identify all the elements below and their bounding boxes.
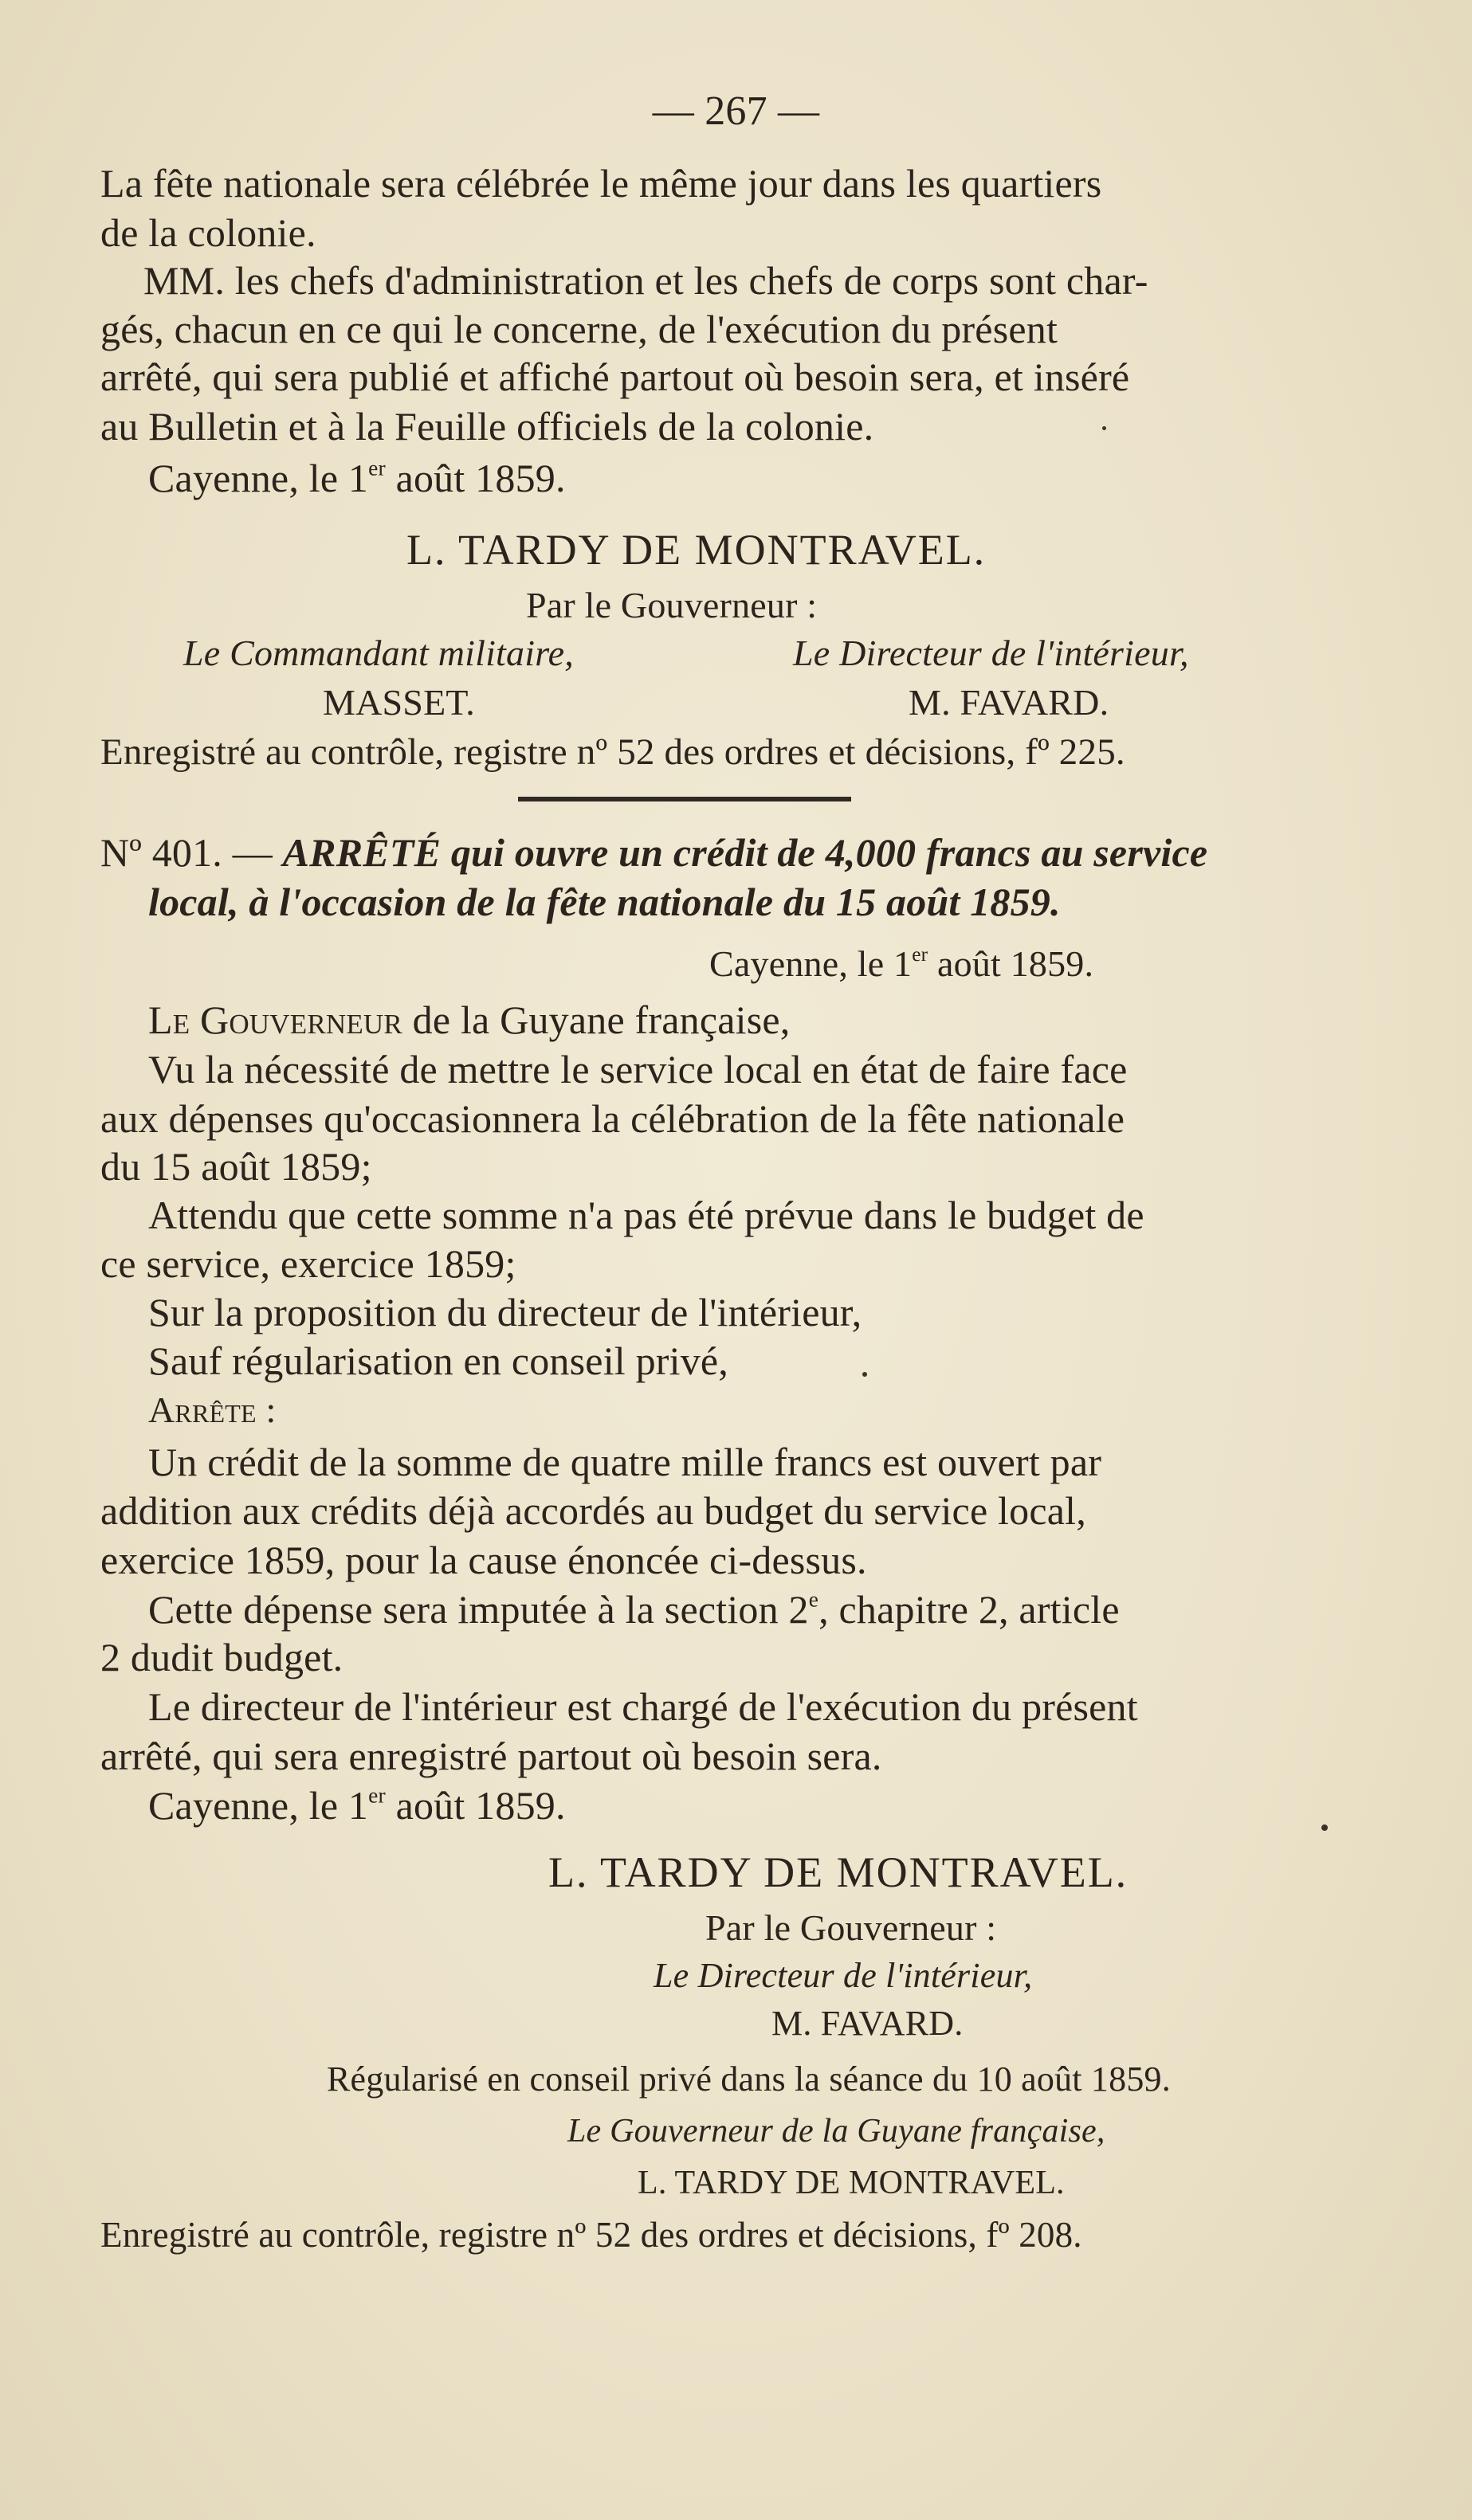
page-number: — 267 — <box>652 88 820 134</box>
by-governor: Par le Gouverneur : <box>705 1907 997 1948</box>
date-line <box>148 1781 566 1829</box>
text-line: Le directeur de l'intérieur est chargé de l'exécution du présent <box>148 1684 1138 1729</box>
ink-speck <box>862 1372 867 1377</box>
intro-line <box>148 996 790 1044</box>
text-line: Un crédit de la somme de quatre mille francs est ouvert par <box>148 1440 1102 1484</box>
act-title-line2: local, à l'occasion de la fête nationale du 15 août 1859. <box>148 880 1061 924</box>
ink-speck <box>1102 426 1106 430</box>
text-line: ce service, exercice 1859; <box>100 1241 516 1286</box>
date-superscript: er <box>368 1782 386 1808</box>
text-line: 2 dudit budget. <box>100 1635 343 1679</box>
date-prefix: Cayenne, le 1 <box>148 456 369 500</box>
text-line: du 15 août 1859; <box>100 1144 372 1189</box>
signatory: L. TARDY DE MONTRAVEL. <box>548 1848 1129 1896</box>
registration: Enregistré au contrôle, registre nº 52 des ordres et décisions, fº 208. <box>100 2215 1082 2255</box>
regularised-note: Régularisé en conseil privé dans la séance du 10 août 1859. <box>327 2060 1171 2099</box>
left-role: Le Commandant militaire, <box>183 633 574 673</box>
text-line: Vu la nécessité de mettre le service local en état de faire face <box>148 1047 1128 1091</box>
date-line <box>148 454 566 502</box>
date-prefix: Cayenne, le 1 <box>148 1783 369 1828</box>
text-line: arrêté, qui sera enregistré partout où besoin sera. <box>100 1734 882 1778</box>
date-suffix: août 1859. <box>385 456 566 500</box>
text-line: Sauf régularisation en conseil privé, <box>148 1338 729 1383</box>
text-line <box>148 1585 1120 1633</box>
text-line: Attendu que cette somme n'a pas été prévue dans le budget de <box>148 1193 1144 1237</box>
text-line: gés, chacun en ce qui le concerne, de l'exécution du présent <box>100 307 1058 351</box>
act-title: ARRÊTÉ qui ouvre un crédit de 4,000 francs au service <box>282 830 1208 875</box>
left-name: MASSET. <box>323 682 475 723</box>
text-line: Sur la proposition du directeur de l'intérieur, <box>148 1290 862 1334</box>
governor-role: Le Gouverneur de la Guyane française, <box>567 2113 1105 2150</box>
text-line: au Bulletin et à la Feuille officiels de la colonie. <box>100 404 874 449</box>
text-segment: Cette dépense sera imputée à la section 2 <box>148 1587 809 1632</box>
section-divider <box>518 797 851 801</box>
date-superscript: er <box>912 943 928 966</box>
date-prefix: Cayenne, le 1 <box>709 943 913 984</box>
text-line: de la colonie. <box>100 210 316 255</box>
director-role: Le Directeur de l'intérieur, <box>654 1956 1033 1995</box>
text-superscript: e <box>808 1586 819 1612</box>
act-number: Nº 401. — <box>100 830 283 875</box>
governor-name: L. TARDY DE MONTRAVEL. <box>638 2165 1065 2201</box>
date-suffix: août 1859. <box>928 943 1094 984</box>
right-name: M. FAVARD. <box>909 682 1109 723</box>
text-line: arrêté, qui sera publié et affiché partout où besoin sera, et inséré <box>100 355 1130 399</box>
by-governor: Par le Gouverneur : <box>526 585 818 625</box>
text-line: addition aux crédits déjà accordés au budget du service local, <box>100 1488 1086 1533</box>
date-superscript: er <box>368 455 386 480</box>
text-line: exercice 1859, pour la cause énoncée ci-dessus. <box>100 1538 867 1582</box>
arrete-keyword: Arrête : <box>148 1389 277 1430</box>
text-line: aux dépenses qu'occasionnera la célébration de la fête nationale <box>100 1096 1125 1141</box>
governor-title: Le Gouverneur <box>148 997 402 1042</box>
ink-speck <box>1321 1824 1328 1831</box>
text-segment: , chapitre 2, article <box>818 1587 1120 1632</box>
act-heading <box>100 829 1207 876</box>
date-line <box>709 940 1093 988</box>
right-role: Le Directeur de l'intérieur, <box>793 633 1189 673</box>
text-line: La fête nationale sera célébrée le même jour dans les quartiers <box>100 161 1102 206</box>
signatory: L. TARDY DE MONTRAVEL. <box>406 526 987 574</box>
registration: Enregistré au contrôle, registre nº 52 des ordres et décisions, fº 225. <box>100 731 1125 773</box>
date-suffix: août 1859. <box>385 1783 566 1828</box>
text-line: MM. les chefs d'administration et les chefs de corps sont char- <box>143 258 1148 303</box>
director-name: M. FAVARD. <box>771 2004 964 2043</box>
intro-rest: de la Guyane française, <box>402 997 791 1042</box>
